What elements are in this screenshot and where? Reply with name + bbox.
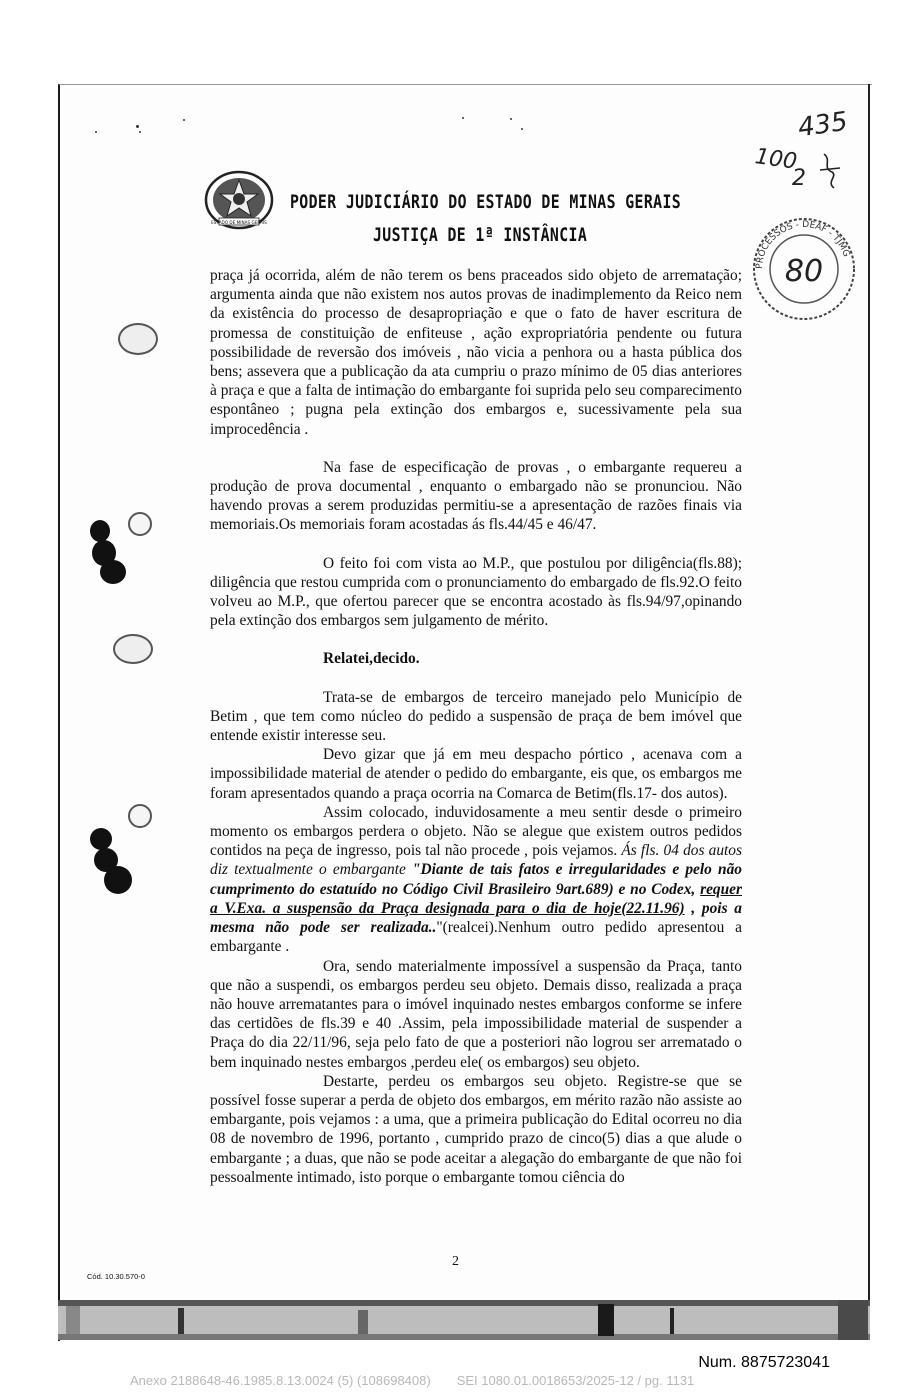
punch-hole (90, 520, 110, 542)
punch-hole (128, 804, 152, 828)
paragraph: praça já ocorrida, além de não terem os bens praceados sido objeto de arrematação; argumenta ainda que não existem nos autos provas de inadimplemento da Reico nem da existência do processo de desapropriação e que o fato de haver escritura de promessa de constituição de enfiteuse , ação expropriatória pendente ou futura possibilidade de reversão dos imóveis , não vicia a penhora ou a hasta pública dos bens; assevera que a publicação da ata cumpriu o prazo mínimo de 05 dias anteriores à praça e que a falta de intimação do embargante foi suprida pelo seu comparecimento espontâneo ; pugna pela extinção dos embargos e, sucessivamente pela sua improcedência . (210, 267, 742, 438)
scan-speck (183, 119, 185, 121)
handwritten-number: 435 (796, 106, 850, 144)
scan-speck (521, 128, 523, 130)
scan-speck (510, 118, 512, 120)
footer-sei: SEI 1080.01.0018653/2025-12 / pg. 1131 (456, 1373, 695, 1388)
paragraph-text: Assim colocado, induvidosamente a meu sentir desde o primeiro momento os embargos perdera o objeto. Não se alegue que existem outros pedidos contidos na peça de ingresso, pois tal não procede , pois vejamos. (210, 803, 742, 860)
court-instance: JUSTIÇA DE 1ª INSTÂNCIA (373, 224, 588, 246)
punch-hole (113, 634, 153, 664)
punch-hole (128, 512, 152, 536)
footer-annex: Anexo 2188648-46.1985.8.13.0024 (5) (108698408) (130, 1373, 431, 1388)
paragraph: Trata-se de embargos de terceiro manejado pelo Município de Betim , que tem como núcleo do pedido a suspensão de praça de bem imóvel que entende existir interesse seu. (210, 688, 742, 745)
scan-edge-bar (58, 1300, 870, 1340)
punch-hole (100, 560, 126, 584)
page-edge (868, 84, 870, 1340)
document-number: Num. 8875723041 (698, 1354, 830, 1371)
state-crest-icon (203, 170, 275, 232)
quote-text: "Diante de tais fatos e irregularidades e pelo não cumprimento do estatuído no Código Civil Brasileiro 9art.689) e no Codex, (210, 861, 743, 898)
paragraph-quote (210, 803, 742, 957)
stamp-number: 80 (784, 254, 824, 289)
page-number: 2 (452, 1254, 459, 1269)
handwritten-rubric (818, 150, 842, 190)
handwritten-page-mark: 100 (753, 144, 799, 175)
scan-speck (139, 131, 141, 133)
scan-speck (95, 131, 97, 133)
document-body (210, 266, 742, 1187)
court-title: PODER JUDICIÁRIO DO ESTADO DE MINAS GERAIS (290, 191, 682, 213)
crest-text: ESTADO DE MINAS GERAIS (211, 220, 267, 225)
paragraph: Ora, sendo materialmente impossível a suspensão da Praça, tanto que não a suspendi, os embargos perdeu seu objeto. Demais disso, realizada a praça não houve arrematantes para o imóvel inquinado nestes embargos conforme se infere das certidões de fls.39 e 40 .Assim, pela impossibilidade material de suspender a Praça do dia 22/11/96, seja pelo fato de que a posteriori não logrou ser arrematado o bem inquinado nestes embargos ,perdeu ele( os embargos) seu objeto. (210, 957, 742, 1071)
quote-text-end: , pois a mesma não pode ser realizada.. (210, 899, 742, 937)
quote-intro: Ás fls. 04 dos autos diz textualmente o embargante (210, 842, 742, 879)
punch-hole (90, 828, 112, 850)
quote-underlined: requer a V.Exa. a suspensão da Praça designada para o dia de hoje(22.11.96) (210, 880, 742, 917)
paragraph: O feito foi com vista ao M.P., que postulou por diligência(fls.88); diligência que restou cumprida com o pronunciamento do embargado de fls.92.O feito volveu ao M.P., que ofertou parecer que se encontra acostado às fls.94/97,opinando pela extinção dos embargos sem julgamento de mérito. (210, 554, 742, 630)
handwritten-initial: 2 (792, 166, 806, 191)
punch-hole (118, 323, 158, 355)
punch-hole (104, 866, 132, 894)
footer-watermark (130, 1373, 720, 1388)
paragraph: Destarte, perdeu os embargos seu objeto. Registre-se que se possível fosse superar a perda de objeto dos embargos, em mérito razão não assiste ao embargante, pois vejamos : a uma, que a primeira publicação do Edital ocorreu no dia 08 de novembro de 1996, portanto , cumprido prazo de cinco(5) dias a que alude o embargante ; a duas, que não se pode aceitar a alegação do embargante de que não foi pessoalmente intimado, isto porque o embargante tomou ciência do (210, 1072, 742, 1186)
scan-speck (136, 125, 139, 128)
form-code: Cód. 10.30.570-0 (87, 1272, 145, 1281)
stamp-ring-text: PROCESSOS - DEAF - TJMG (754, 219, 852, 270)
section-heading: Relatei,decido. (323, 650, 420, 668)
protocol-stamp (750, 215, 858, 323)
paragraph: Na fase de especificação de provas , o embargante requereu a produção de prova documental , enquanto o embargado não se pronunciou. Não havendo provas a serem produzidas permitiu-se a apresentação de razões finais via memoriais.Os memoriais foram acostadas ás fls.44/45 e 46/47. (210, 458, 742, 534)
paragraph-text-end: "(realcei).Nenhum outro pedido apresentou a embargante . (210, 919, 742, 956)
scan-speck (462, 117, 464, 119)
paragraph: Devo gizar que já em meu despacho pórtico , acenava com a impossibilidade material de atender o pedido do embargante, eis que, os embargos me foram apresentados quando a praça ocorria na Comarca de Betim(fls.17- dos autos). (210, 746, 742, 802)
